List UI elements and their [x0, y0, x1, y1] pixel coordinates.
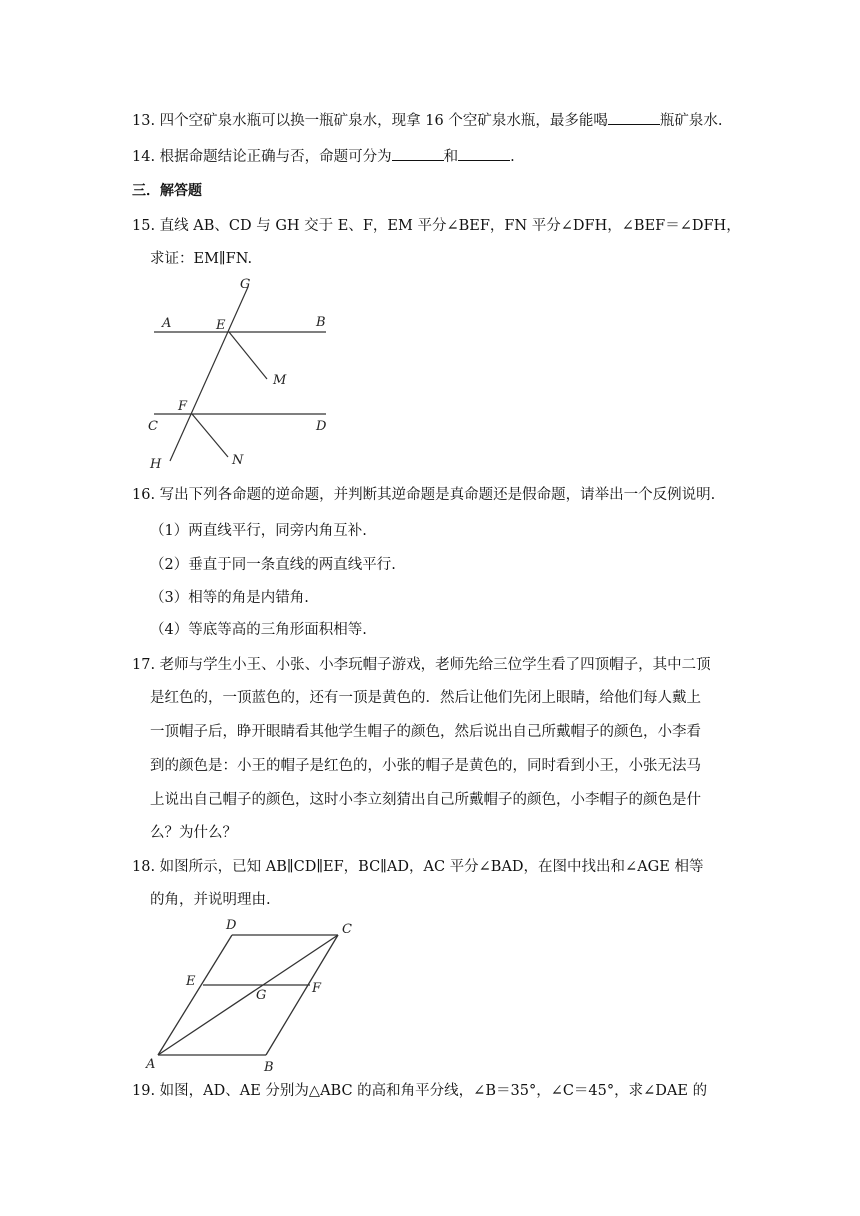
question-19: [132, 1081, 707, 1101]
figure-q18: [140, 915, 360, 1075]
label-N: N: [232, 453, 244, 468]
question-number: 16.: [132, 487, 156, 503]
question-number: 17.: [132, 657, 156, 673]
question-15-line-2: 求证：EM∥FN.: [150, 251, 253, 267]
question-text-end: .: [510, 149, 515, 165]
label-G: G: [256, 988, 267, 1003]
label-D: D: [316, 419, 327, 434]
label-E: E: [186, 974, 196, 989]
question-text: 直线 AB、CD 与 GH 交于 E、F，EM 平分∠BEF，FN 平分∠DFH，∠BEF＝∠DFH，: [159, 218, 741, 234]
label-D: D: [226, 918, 237, 933]
figure-q15: [140, 275, 340, 475]
label-A: A: [162, 316, 172, 331]
question-text: 根据命题结论正确与否，命题可分为: [159, 149, 392, 165]
section-title: 三．解答题: [132, 183, 202, 199]
label-M: M: [273, 373, 287, 388]
question-17-line-6: 么？为什么？: [150, 825, 237, 841]
answer-blank-2[interactable]: [458, 146, 510, 161]
question-13: [132, 110, 722, 131]
question-17-line-3: 一顶帽子后，睁开眼睛看其他学生帽子的颜色，然后说出自己所戴帽子的颜色，小李看: [150, 724, 701, 740]
label-B: B: [264, 1060, 274, 1075]
question-17-line-5: 上说出自己帽子的颜色，这时小李立刻猜出自己所戴帽子的颜色，小李帽子的颜色是什: [150, 792, 701, 808]
question-16: [132, 485, 715, 505]
question-18-line-1: [132, 857, 703, 877]
question-text: 老师与学生小王、小张、小李玩帽子游戏，老师先给三位学生看了四顶帽子，其中二顶: [159, 657, 711, 673]
label-G: G: [240, 277, 251, 292]
answer-blank[interactable]: [608, 110, 660, 125]
sub-item-2: （2）垂直于同一条直线的两直线平行.: [150, 557, 396, 573]
question-text: 写出下列各命题的逆命题，并判断其逆命题是真命题还是假命题，请举出一个反例说明.: [159, 487, 716, 503]
question-text: 四个空矿泉水瓶可以换一瓶矿泉水，现拿 16 个空矿泉水瓶，最多能喝: [159, 113, 608, 129]
question-17-line-2: 是红色的，一顶蓝色的，还有一顶是黄色的．然后让他们先闭上眼睛，给他们每人戴上: [150, 690, 701, 706]
label-C: C: [342, 922, 352, 937]
question-text-end: 瓶矿泉水.: [659, 113, 723, 129]
question-17-line-1: [132, 655, 711, 675]
question-number: 18.: [132, 859, 156, 875]
sub-item-1: （1）两直线平行，同旁内角互补.: [150, 523, 367, 539]
label-F: F: [178, 399, 188, 414]
question-text: 如图所示，已知 AB∥CD∥EF，BC∥AD，AC 平分∠BAD，在图中找出和∠AGE 相等: [159, 859, 704, 875]
question-17-line-4: 到的颜色是：小王的帽子是红色的，小张的帽子是黄色的，同时看到小王，小张无法马: [150, 758, 701, 774]
label-A: A: [146, 1057, 156, 1072]
sub-item-4: （4）等底等高的三角形面积相等.: [150, 622, 367, 638]
sub-item-3: （3）相等的角是内错角.: [150, 590, 309, 606]
question-number: 14.: [132, 149, 156, 165]
label-F: F: [312, 981, 322, 996]
label-E: E: [216, 318, 226, 333]
question-number: 13.: [132, 113, 156, 129]
label-B: B: [316, 315, 326, 330]
question-14: [132, 146, 515, 167]
question-number: 15.: [132, 218, 156, 234]
question-text-mid: 和: [443, 149, 459, 165]
question-number: 19.: [132, 1083, 156, 1099]
question-15-line-1: [132, 216, 741, 236]
question-text: 如图，AD、AE 分别为△ABC 的高和角平分线，∠B＝35°，∠C＝45°，求∠DAE 的: [159, 1083, 708, 1099]
question-18-line-2: 的角，并说明理由.: [150, 892, 271, 908]
answer-blank-1[interactable]: [392, 146, 444, 161]
label-C: C: [148, 419, 158, 434]
label-H: H: [150, 457, 162, 472]
